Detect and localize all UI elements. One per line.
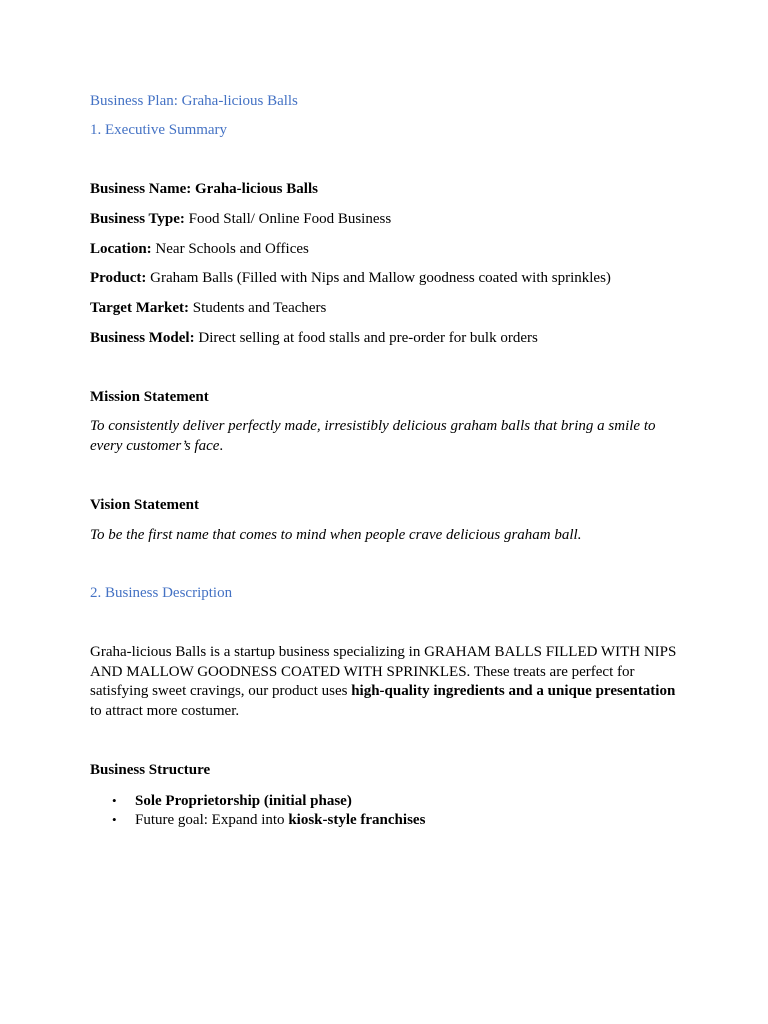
list-item — [112, 810, 678, 831]
field-value: Students and Teachers — [192, 300, 327, 316]
bullet-dot-icon: • — [112, 793, 117, 808]
section-heading-executive-summary: 1. Executive Summary — [90, 122, 228, 138]
list-item-text: Future goal: Expand into — [135, 812, 289, 828]
field-location — [90, 240, 678, 260]
description-text: Graha-licious Balls is a startup business specializing in GRAHAM BALLS FILLED WITH NIPS AND MALLOW GOODNESS COATED WITH SPRINKLES. These treats are perfect for satisfying sweet cravings, our product uses — [90, 644, 677, 699]
field-label: Target Market: — [90, 300, 189, 316]
mission-text: To consistently deliver perfectly made, irresistibly delicious graham balls that bring a smile to every customer’s face — [90, 418, 656, 454]
vision-statement: To be the first name that comes to mind when people crave delicious graham ball. — [90, 527, 582, 543]
field-business-name — [90, 180, 678, 200]
description-text-end: to attract more costumer. — [90, 702, 240, 719]
field-value: Near Schools and Offices — [155, 241, 309, 257]
field-value: Food Stall/ Online Food Business — [188, 211, 392, 227]
business-structure-heading: Business Structure — [90, 762, 211, 778]
section-heading-business-description: 2. Business Description — [90, 585, 233, 601]
field-product — [90, 269, 678, 289]
mission-end-punct: . — [219, 437, 224, 454]
field-label: Business Type: — [90, 211, 185, 227]
field-target-market — [90, 299, 678, 319]
description-bold-text: high-quality ingredients and a unique presentation — [351, 683, 676, 699]
mission-statement — [90, 417, 668, 456]
field-value: Direct selling at food stalls and pre-order for bulk orders — [198, 330, 538, 346]
list-item-text: Sole Proprietorship (initial phase) — [135, 793, 352, 809]
list-item-bold-text: kiosk-style franchises — [288, 812, 426, 828]
field-label: Location: — [90, 241, 152, 257]
document-title: Business Plan: Graha-licious Balls — [90, 93, 298, 109]
field-value: Graham Balls (Filled with Nips and Mallow goodness coated with sprinkles) — [150, 270, 611, 286]
field-label: Business Name: — [90, 181, 192, 197]
field-business-type — [90, 210, 678, 230]
field-business-model — [90, 329, 678, 349]
mission-heading: Mission Statement — [90, 389, 209, 405]
field-label: Product: — [90, 270, 147, 286]
field-value: Graha-licious Balls — [195, 181, 318, 197]
field-label: Business Model: — [90, 330, 195, 346]
list-item — [112, 791, 678, 812]
business-description-paragraph — [90, 643, 678, 721]
bullet-dot-icon: • — [112, 812, 117, 827]
vision-heading: Vision Statement — [90, 497, 200, 513]
